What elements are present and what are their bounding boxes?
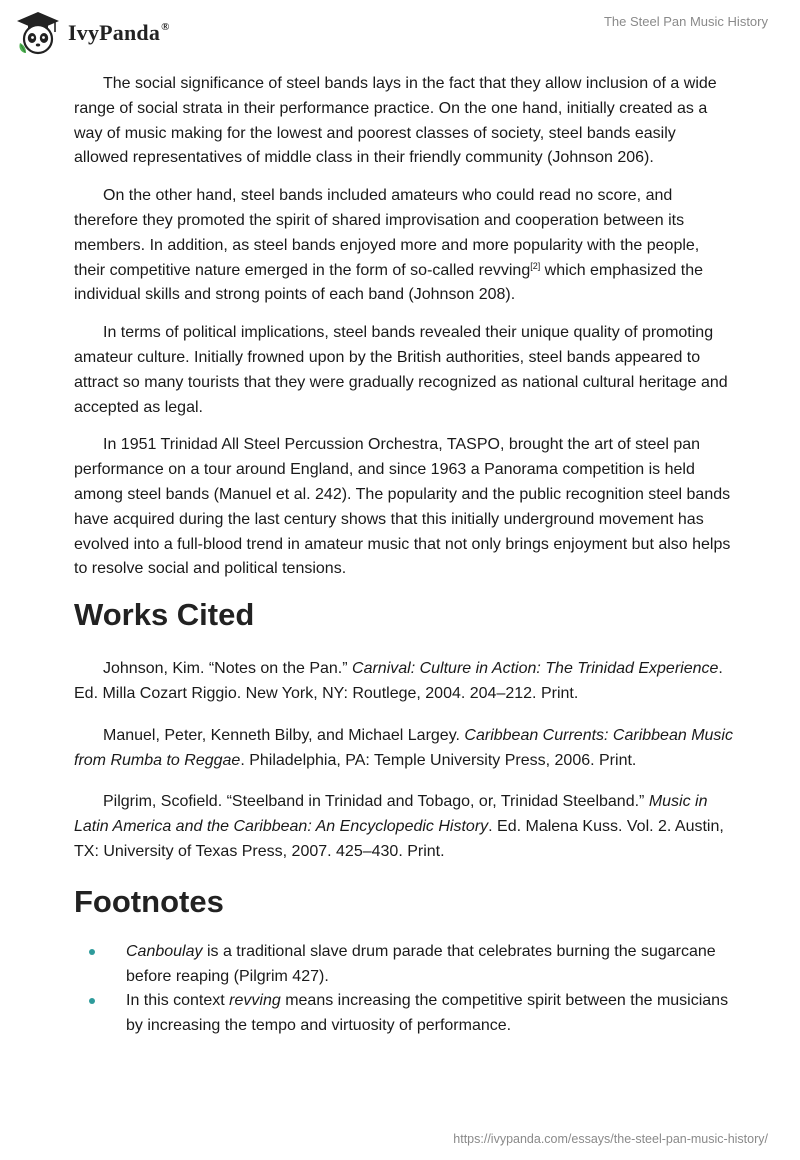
footnote-item: In this context revving means increasing the competitive spirit between the musicians by increasing the tempo and virtuosity of performance.: [74, 989, 734, 1039]
body-paragraph: In terms of political implications, steel bands revealed their unique quality of promoting amateur culture. Initially frowned upon by the British authorities, steel bands appeared to attract so many tourists that they were gradually recognized as national cultural heritage and accepted as legal.: [74, 324, 728, 416]
footnote-item: Canboulay is a traditional slave drum parade that celebrates burning the sugarcane before reaping (Pilgrim 427).: [74, 940, 734, 990]
footnote-ref[interactable]: [2]: [530, 260, 541, 271]
citation-entry: Pilgrim, Scofield. “Steelband in Trinidad and Tobago, or, Trinidad Steelband.” Music in Latin America and the Caribbean: An Encyclopedic History. Ed. Malena Kuss. Vol. 2. Austin, TX: University of Texas Press, 2007. 425–430. Print.: [74, 793, 724, 860]
body-paragraph: The social significance of steel bands lays in the fact that they allow inclusion of a wide range of social strata in their performance practice. On the one hand, initially created as a way of music making for the lowest and poorest classes of society, steel bands easily allowed representatives of middle class in their friendly community (Johnson 206).: [74, 75, 717, 167]
bullet-icon: [89, 949, 95, 955]
bullet-icon: [89, 998, 95, 1004]
footnotes-heading: Footnotes: [74, 883, 224, 919]
source-url[interactable]: https://ivypanda.com/essays/the-steel-pan-music-history/: [453, 1132, 768, 1146]
panda-graduate-icon: [14, 9, 62, 57]
body-paragraph: On the other hand, steel bands included amateurs who could read no score, and therefore they promoted the spirit of shared improvisation and cooperation between its members. In addition, as steel bands enjoyed more and more popularity with the people, their competitive nature emerged in the form of so-called revving[2] which emphasized the individual skills and strong points of each band (Johnson 208).: [74, 187, 703, 304]
page-header: [0, 0, 800, 70]
footnotes-list: [74, 940, 734, 1039]
citation-entry: Johnson, Kim. “Notes on the Pan.” Carnival: Culture in Action: The Trinidad Experience. Ed. Milla Cozart Riggio. New York, NY: Routlege, 2004. 204–212. Print.: [74, 660, 723, 702]
citation-entry: Manuel, Peter, Kenneth Bilby, and Michael Largey. Caribbean Currents: Caribbean Music from Rumba to Reggae. Philadelphia, PA: Temple University Press, 2006. Print.: [74, 726, 733, 769]
ivypanda-logo[interactable]: [14, 9, 170, 57]
body-paragraph: In 1951 Trinidad All Steel Percussion Orchestra, TASPO, brought the art of steel pan performance on a tour around England, and since 1963 a Panorama competition is held among steel bands (Manuel et al. 242). The popularity and the public recognition steel bands have acquired during the last century shows that this initially underground movement has evolved into a full-blood trend in amateur music that not only brings enjoyment but also helps to resolve social and political tensions.: [74, 436, 731, 578]
essay-content: [74, 72, 734, 1039]
works-cited-heading: Works Cited: [74, 597, 255, 633]
brand-name: IvyPanda®: [68, 20, 170, 45]
document-title: The Steel Pan Music History: [603, 14, 768, 29]
